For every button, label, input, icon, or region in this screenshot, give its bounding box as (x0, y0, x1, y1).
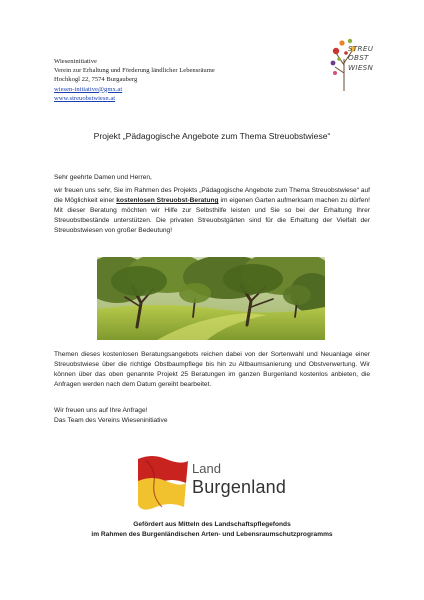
logo-word-land: Land (192, 461, 221, 476)
sender-address (54, 57, 294, 103)
land-burgenland-logo (136, 453, 296, 513)
funding-line-1: Gefördert aus Mitteln des Landschaftspflegefonds (133, 521, 291, 528)
streuobstwiesn-wordmark (348, 44, 378, 72)
funding-line-2: im Rahmen des Burgenländischen Arten- und Lebensraumschutzprogramms (91, 531, 333, 538)
intro-text-part-1: wir freuen uns sehr, Sie im Rahmen des Projekts „Pädagogische Angebote zum Thema Streuobstwiese“ auf die Möglichkeit einer (54, 187, 370, 204)
intro-highlight: kostenlosen Streuobst-Beratung (116, 197, 219, 204)
orchard-photo (97, 257, 325, 340)
wordmark-line-2: OBST (348, 53, 369, 63)
project-title: Projekt „Pädagogische Angebote zum Thema Streuobstwiese“ (93, 131, 331, 141)
sender-website-link[interactable]: www.streuobstwiesn.at (54, 94, 116, 102)
burgenland-flag-icon (136, 453, 190, 513)
wordmark-line-1: STREU (348, 44, 374, 53)
logo-word-burgenland: Burgenland (192, 477, 287, 497)
closing (54, 406, 370, 426)
closing-signature: Das Team des Vereins Wieseninitiative (54, 417, 168, 424)
intro-text-part-2: im eigenen Garten aufmerksam machen zu dürfen! Mit dieser Beratung möchten wir Hilfe zur Selbsthilfe leisten und Sie so bei der Erhaltung Ihrer Streuobstbestände unterstützen. Die privaten Streuobstgärten sind für die Erhaltung der Vielfalt der Streuobstwiesen von großer Bedeutung! (54, 197, 370, 234)
sender-email-link[interactable]: wiesen-initiative@gmx.at (54, 85, 123, 93)
sender-street: Hochkogl 22, 7574 Burgauberg (54, 76, 138, 84)
wordmark-line-3: WIESN (348, 62, 374, 72)
intro-paragraph (54, 186, 370, 236)
topics-paragraph: Themen dieses kostenlosen Beratungsangebots reichen dabei von der Sortenwahl und Neuanlage einer Streuobstwiese über die richtige Obstbaumpflege bis hin zu Altbaumsanierung und Obstverwertung. Wir können über das oben genannte Projekt 25 Beratungen im ganzen Burgenland kostenlos anbieten, die Anfragen werden nach dem Datum gereiht bearbeitet. (54, 351, 370, 388)
sender-name: Wieseninitiative (54, 58, 97, 65)
salutation: Sehr geehrte Damen und Herren, (54, 174, 152, 181)
closing-line-1: Wir freuen uns auf Ihre Anfrage! (54, 407, 148, 414)
sender-association: Verein zur Erhaltung und Förderung ländlicher Lebensräume (54, 67, 215, 75)
